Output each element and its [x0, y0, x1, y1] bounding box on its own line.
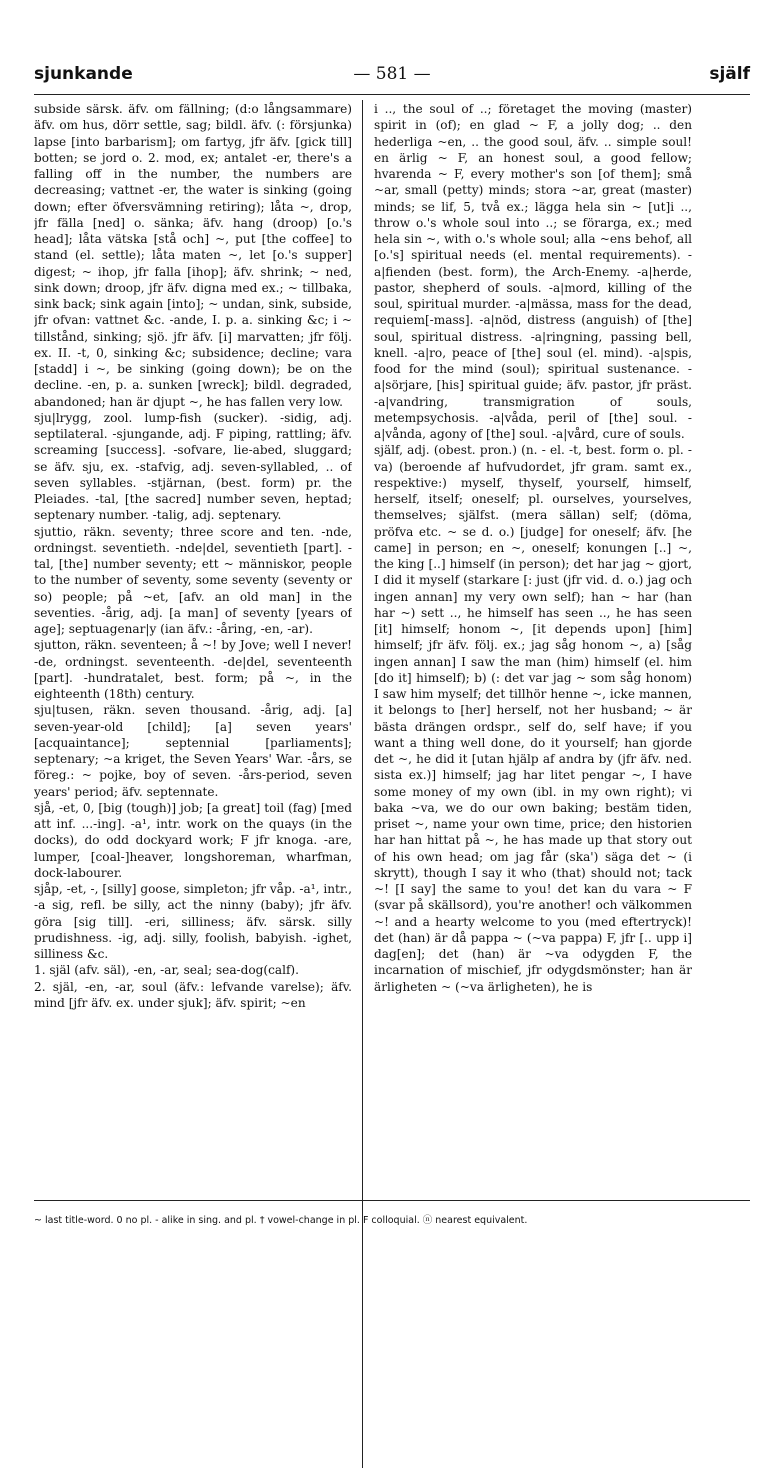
abbreviation-legend: ~ last title-word. 0 no pl. - alike in sing. and pl. † vowel-change in pl. F colloquial. ⓝ nearest equivalent. [34, 1215, 528, 1226]
entry-sjutton: sjutton, räkn. seventeen; å ~! by Jove; well I never! -de, ordningst. seventeenth. -de|del, seventeenth [part]. -hundratalet, best. form; på ~, in the eighteenth (18th) century. [34, 638, 352, 701]
entry-sjalf: själf, adj. (obest. pron.) (n. - el. -t, best. form o. pl. -va) (beroende af hufvudordet, jfr gram. samt ex., respektive:) myself, thyself, yourself, himself, herself, itself; oneself; pl. ourselves, yourselves, themselves; själfst. (mera sällan) self; (döma, pröfva etc. ~ se d. o.) [judge] for oneself; äfv. [he came] in person; en ~, oneself; konungen [..] ~, the king [..] himself (in person); det har jag ~ gjort, I did it myself (starkare [: just (jfr vid. d. o.) jag och ingen annan] my very own self); han ~ har (han har ~) sett .., he himself has seen .., he has seen [it] himself; honom ~, [it depends upon] [him] himself; jfr äfv. följ. ex.; jag såg honom ~, a) [såg ingen annan] I saw the man (him) himself (el. him [do it] himself); b) (: det var jag ~ som såg honom) I saw him myself; det tillhör henne ~, icke mannen, it belongs to [her] herself, not her husband; ~ är bästa drängen ordspr., self do, self have; if you want a thing well done, do it yourself; han gjorde det ~, he did it [utan hjälp af andra by (jfr äfv. ned. sista ex.)] himself; jag har litet pengar ~, I have some money of my own (ibl. in my own right); vi baka ~va, we do our own baking; bestäm tiden, priset ~, name your own time, price; den historien har han hittat på ~, he has made up that story out of his own head; om jag får (ska') säga det ~ (i skrytt), though I say it who (that) should not; tack ~! [I say] the same to you! det kan du vara ~ F (svar på skällsord), you're another! och välkommen ~! and a hearty welcome to you (med eftertryck)! det (han) är då pappa ~ (~va pappa) F, jfr [.. upp i] dag[en]; det (han) är ~va odygden F, the incarnation of mischief, jfr odygdsmönster; han är ärligheten ~ (~va ärligheten), he is [374, 443, 692, 994]
entry-sjal-seal: 1. själ (afv. säl), -en, -ar, seal; sea-dog(calf). [34, 963, 299, 978]
page-header [34, 64, 750, 90]
right-column [374, 101, 692, 1448]
entry-sjulrygg: sju|lrygg, zool. lump-fish (sucker). -sidig, adj. septilateral. -sjungande, adj. F piping, rattling; äfv. screaming [success]. -sofvare, lie-abed, sluggard; se äfv. sju, ex. -stafvig, adj. seven-syllabled, .. of seven syllables. -stjärnan, (best. form) pr. the Pleiades. -tal, [the sacred] number seven, heptad; septenary number. -talig, adj. septenary. [34, 410, 352, 523]
header-rule [34, 94, 750, 95]
column-divider [362, 100, 363, 1468]
entry-sjutusen: sju|tusen, räkn. seven thousand. -årig, adj. [a] seven-year-old [child]; [a] seven years' [acquaintance]; septennial [parliaments]; septenary; ~a kriget, the Seven Years' War. -års, se föreg.: ~ pojke, boy of seven. -års-period, seven years' period; äfv. septennate. [34, 703, 352, 799]
entry-sjal-soul: 2. själ, -en, -ar, soul (äfv.: lefvande varelse); äfv. mind [jfr äfv. ex. under sjuk]; äfv. spirit; ~en [34, 979, 352, 1010]
left-column [34, 101, 352, 1448]
page-number: — 581 — [353, 64, 431, 84]
entry-sjuttio: sjuttio, räkn. seventy; three score and ten. -nde, ordningst. seventieth. -nde|del, seventieth [part]. -tal, [the] number seventy; ett ~ människor, people to the number of seventy, some seventy (seventy or so) people; på ~et, [afv. an old man] in the seventies. -årig, adj. [a man] of seventy [years of age]; septuagenar|y (ian äfv.: -åring, -en, -ar). [34, 524, 352, 636]
header-right-word: själf [709, 64, 750, 84]
entry-sja: sjå, -et, 0, [big (tough)] job; [a great] toil (fag) [med att inf. ...-ing]. -a¹, intr. work on the quays (in the docks), do odd dockyard work; F jfr knoga. -are, lumper, [coal-]heaver, longshoreman, wharfman, dock-labourer. [34, 800, 352, 880]
header-left-word: sjunkande [34, 64, 133, 84]
entry-sjap: sjåp, -et, -, [silly] goose, simpleton; jfr våp. -a¹, intr., -a sig, refl. be silly, act the ninny (baby); jfr äfv. göra [sig till]. -eri, silliness; äfv. särsk. silly prudishness. -ig, adj. silly, foolish, babyish. -ighet, silliness &c. [34, 882, 352, 961]
entry-sjunka: subside särsk. äfv. om fällning; (d:o långsammare) äfv. om hus, dörr settle, sag; bildl. äfv. (: försjunka) lapse [into barbarism]; om fartyg, jfr äfv. [gick till] botten; se jord o. 2. mod, ex; antalet -er, there's a falling off in the number, the numbers are decreasing; vattnet -er, the water is sinking (going down; efter öfversvämning retiring); låta ~, drop, jfr fälla [ned] o. sänka; äfv. hang (droop) [o.'s head]; låta vätska [stå och] ~, put [the coffee] to stand (el. settle); låta maten ~, let [o.'s supper] digest; ~ ihop, jfr falla [ihop]; äfv. shrink; ~ ned, sink down; droop, jfr äfv. digna med ex.; ~ tillbaka, sink back; sink again [into]; ~ undan, sink, subside, jfr ofvan: vattnet &c. -ande, I. p. a. sinking &c; i ~ tillstånd, sinking; sjö. jfr äfv. [i] marvatten; jfr följ. ex. II. -t, 0, sinking &c; subsidence; decline; vara [stadd] i ~, be sinking (going down); be on the decline. -en, p. a. sunken [wreck]; bildl. degraded, abandoned; han är djupt ~, he has fallen very low. [34, 102, 352, 409]
entry-sjal-continued: i .., the soul of ..; företaget the moving (master) spirit in (of); en glad ~ F, a jolly dog; .. den hederliga ~en, .. the good soul, äfv. .. simple soul! en ärlig ~ F, an honest soul, a good fellow; hvarenda ~ F, every mother's son [of them]; små ~ar, small (petty) minds; stora ~ar, great (master) minds; se lif, 5, två ex.; lägga hela sin ~ [ut]i .., throw o.'s whole soul into ..; se förarga, ex.; med hela sin ~, with o.'s whole soul; alla ~ens behof, all [o.'s] spiritual needs (el. mental requirements). -a|fienden (best. form), the Arch-Enemy. -a|herde, pastor, shepherd of souls. -a|mord, killing of the soul, spiritual murder. -a|mässa, mass for the dead, requiem[-mass]. -a|nöd, distress (anguish) of [the] soul, spiritual distress. -a|ringning, passing bell, knell. -a|ro, peace of [the] soul (el. mind). -a|spis, food for the mind (soul); spiritual sustenance. -a|sörjare, [his] spiritual guide; äfv. pastor, jfr präst. -a|vandring, transmigration of souls, metempsychosis. -a|våda, peril of [the] soul. -a|vånda, agony of [the] soul. -a|vård, cure of souls. [374, 102, 692, 441]
footer-rule [34, 1200, 750, 1201]
